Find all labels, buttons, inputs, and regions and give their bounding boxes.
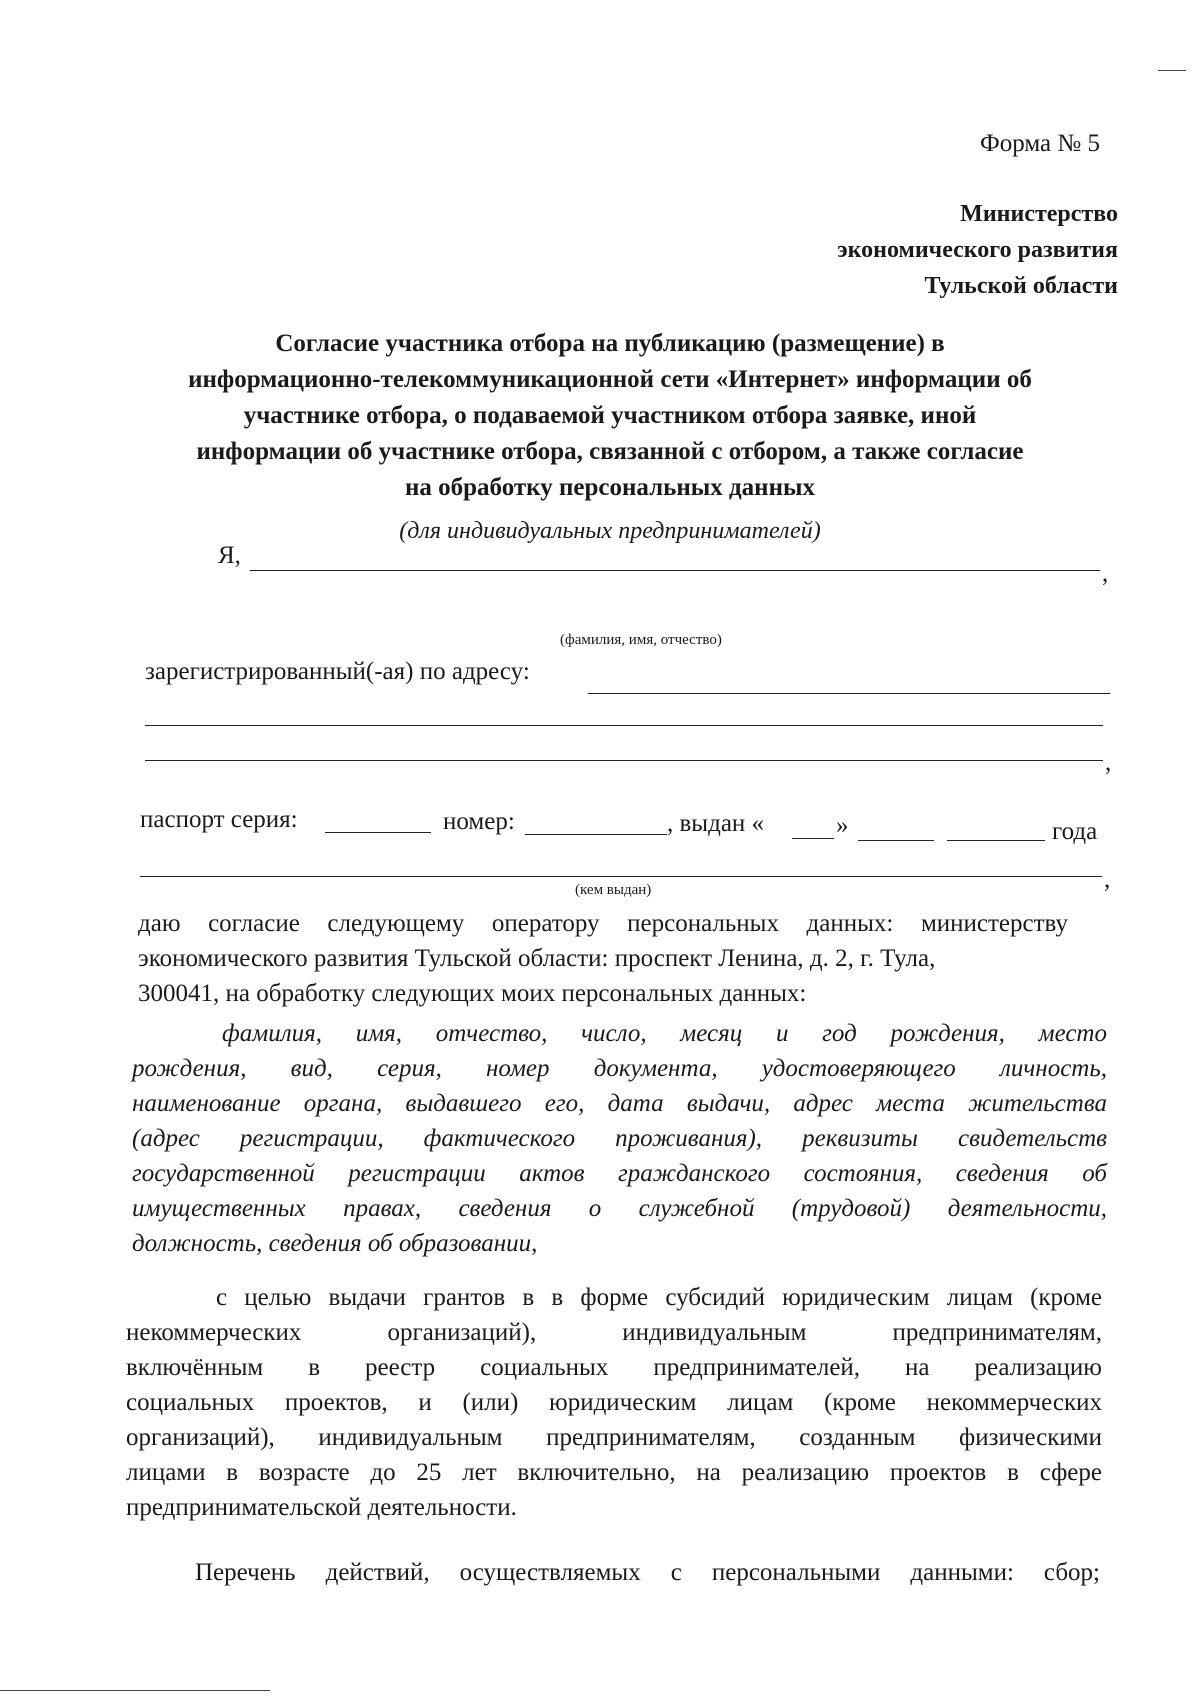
address-field-3[interactable]	[145, 760, 1103, 761]
personal-data-line: наименование органа, выдавшего его, дата выдачи, адрес места жительства	[132, 1090, 1107, 1117]
document-subtitle: (для индивидуальных предпринимателей)	[399, 518, 821, 544]
purpose-line: с целью выдачи грантов в в форме субсидий юридическим лицам (кроме	[216, 1284, 1102, 1311]
fio-hint: (фамилия, имя, отчество)	[560, 632, 722, 648]
actions-line: Перечень действий, осуществляемых с персональными данными: сбор;	[195, 1559, 1100, 1586]
document-title	[130, 326, 1090, 506]
fio-field[interactable]	[250, 570, 1100, 571]
address-field-1[interactable]	[588, 693, 1110, 694]
consent-paragraph	[138, 906, 1068, 1011]
purpose-line: организаций), индивидуальным предпринимателям, созданным физическими	[126, 1424, 1102, 1451]
address-label: зарегистрированный(-ая) по адресу:	[145, 658, 530, 685]
consent-line: 300041, на обработку следующих моих персональных данных:	[138, 980, 807, 1007]
purpose-line: социальных проектов, и (или) юридическим лицам (кроме некоммерческих	[126, 1389, 1102, 1416]
issued-label: , выдан «	[667, 810, 765, 837]
title-line: информации об участнике отбора, связанной с отбором, а также согласие	[196, 438, 1024, 465]
title-line: информационно-телекоммуникационной сети «Интернет» информации об	[188, 366, 1032, 393]
purpose-line: лицами в возрасте до 25 лет включительно, на реализацию проектов в сфере	[126, 1459, 1102, 1486]
issue-day-field[interactable]	[792, 838, 834, 839]
scan-bottom-mark	[0, 1690, 270, 1691]
title-line: на обработку персональных данных	[405, 474, 815, 501]
personal-data-line: государственной регистрации актов гражданского состояния, сведения об	[132, 1160, 1107, 1187]
ministry-line: Тульской области	[924, 273, 1118, 299]
personal-data-line: имущественных правах, сведения о служебной (трудовой) деятельности,	[132, 1195, 1107, 1222]
scan-edge-mark	[1158, 70, 1186, 71]
purpose-line: предпринимательской деятельности.	[126, 1494, 517, 1521]
consent-line: экономического развития Тульской области: проспект Ленина, д. 2, г. Тула,	[138, 945, 936, 972]
personal-data-line: (адрес регистрации, фактического проживания), реквизиты свидетельств	[132, 1125, 1107, 1152]
issue-month-field[interactable]	[858, 840, 934, 841]
form-number: Форма № 5	[980, 130, 1100, 157]
purpose-paragraph	[126, 1280, 1102, 1525]
title-line: участнике отбора, о подаваемой участником отбора заявке, иной	[243, 402, 977, 429]
i-label: Я,	[218, 542, 241, 569]
ministry-line: экономического развития	[837, 237, 1118, 263]
personal-data-line: рождения, вид, серия, номер документа, удостоверяющего личность,	[132, 1055, 1107, 1082]
year-label: года	[1052, 818, 1098, 845]
addressee-block	[837, 196, 1118, 304]
passport-number-field[interactable]	[525, 834, 667, 835]
consent-line: даю согласие следующему оператору персональных данных: министерству	[138, 910, 1068, 937]
address-comma: ,	[1105, 749, 1112, 776]
issued-by-comma: ,	[1104, 866, 1111, 893]
passport-series-label: паспорт серия:	[140, 806, 298, 833]
personal-data-line: фамилия, имя, отчество, число, месяц и год рождения, место	[222, 1020, 1107, 1047]
address-field-2[interactable]	[145, 725, 1103, 726]
personal-data-line: должность, сведения об образовании,	[132, 1230, 538, 1257]
passport-number-label: номер:	[443, 808, 515, 835]
purpose-line: включённым в реестр социальных предпринимателей, на реализацию	[126, 1354, 1102, 1381]
issued-by-hint: (кем выдан)	[575, 882, 652, 898]
passport-series-field[interactable]	[325, 832, 431, 833]
fio-comma: ,	[1102, 560, 1109, 587]
purpose-line: некоммерческих организаций), индивидуальным предпринимателям,	[126, 1319, 1102, 1346]
title-line: Согласие участника отбора на публикацию (размещение) в	[275, 330, 945, 357]
quote-close: »	[836, 812, 849, 839]
issued-by-field[interactable]	[140, 876, 1102, 877]
ministry-line: Министерство	[960, 201, 1118, 227]
issue-year-field[interactable]	[947, 840, 1045, 841]
personal-data-list	[132, 1016, 1107, 1261]
